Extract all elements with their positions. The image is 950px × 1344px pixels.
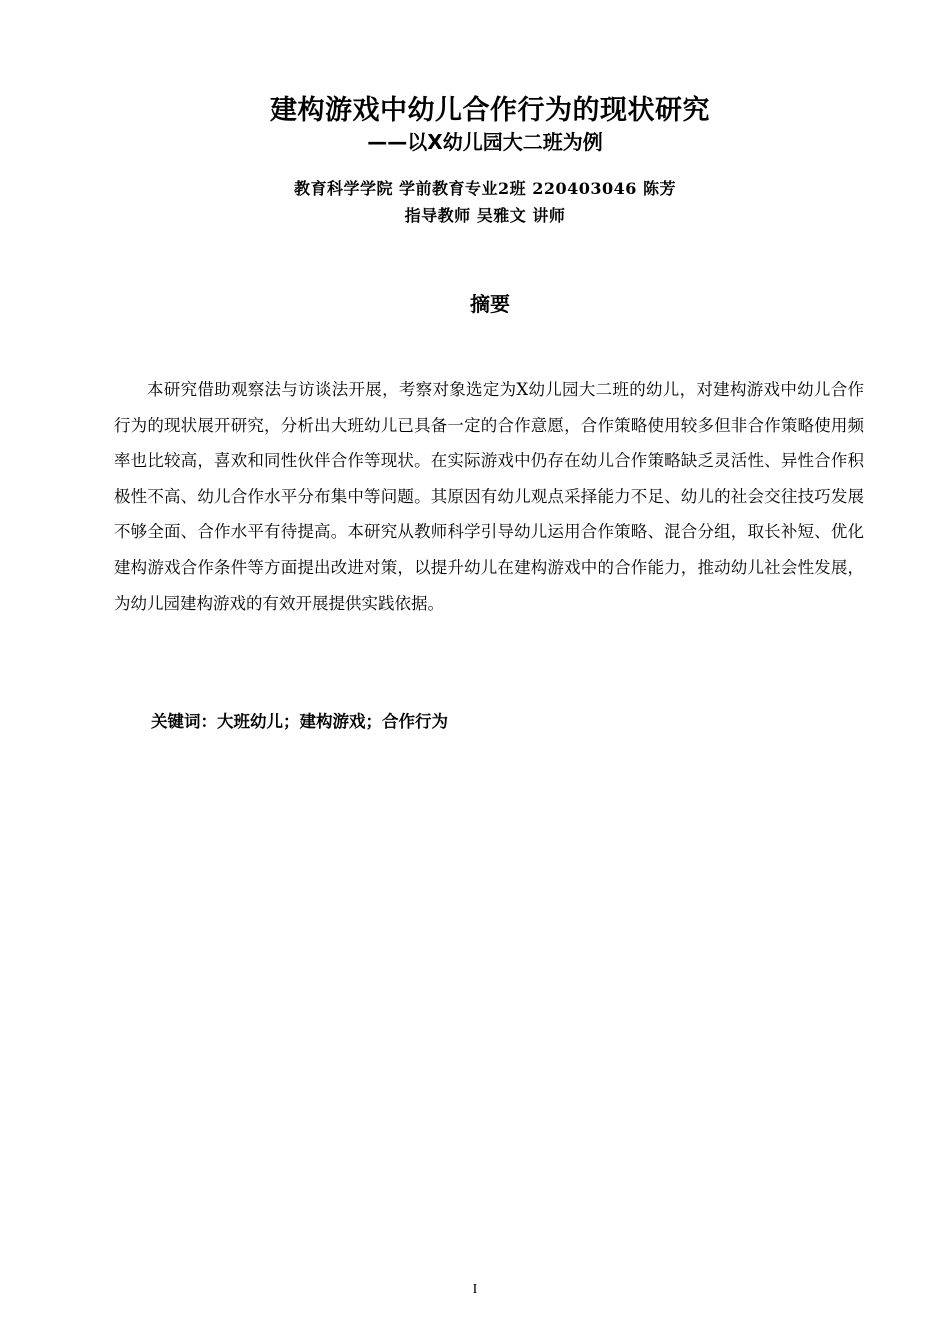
advisor-info: 指导教师 吴雅文 讲师 (404, 206, 566, 225)
paper-subtitle: ——以X幼儿园大二班为例 (367, 130, 603, 154)
keywords-line: 关键词：大班幼儿；建构游戏；合作行为 (151, 712, 448, 731)
page-number: I (472, 1282, 478, 1297)
paper-title: 建构游戏中幼儿合作行为的现状研究 (270, 95, 710, 126)
abstract-body: 本研究借助观察法与访谈法开展，考察对象选定为X幼儿园大二班的幼儿，对建构游戏中幼儿合作行为的现状展开研究，分析出大班幼儿已具备一定的合作意愿，合作策略使用较多但非合作策略使用频率也比较高，喜欢和同性伙伴合作等现状。在实际游戏中仍存在幼儿合作策略缺乏灵活性、异性合作积极性不高、幼儿合作水平分布集中等问题。其原因有幼儿观点采择能力不足、幼儿的社会交往技巧发展不够全面、合作水平有待提高。本研究从教师科学引导幼儿运用合作策略、混合分组，取长补短、优化建构游戏合作条件等方面提出改进对策，以提升幼儿在建构游戏中的合作能力，推动幼儿社会性发展，为幼儿园建构游戏的有效开展提供实践依据。 (114, 380, 864, 613)
author-info: 教育科学学院 学前教育专业2班 220403046 陈芳 (293, 179, 677, 198)
abstract-heading: 摘要 (470, 292, 510, 316)
